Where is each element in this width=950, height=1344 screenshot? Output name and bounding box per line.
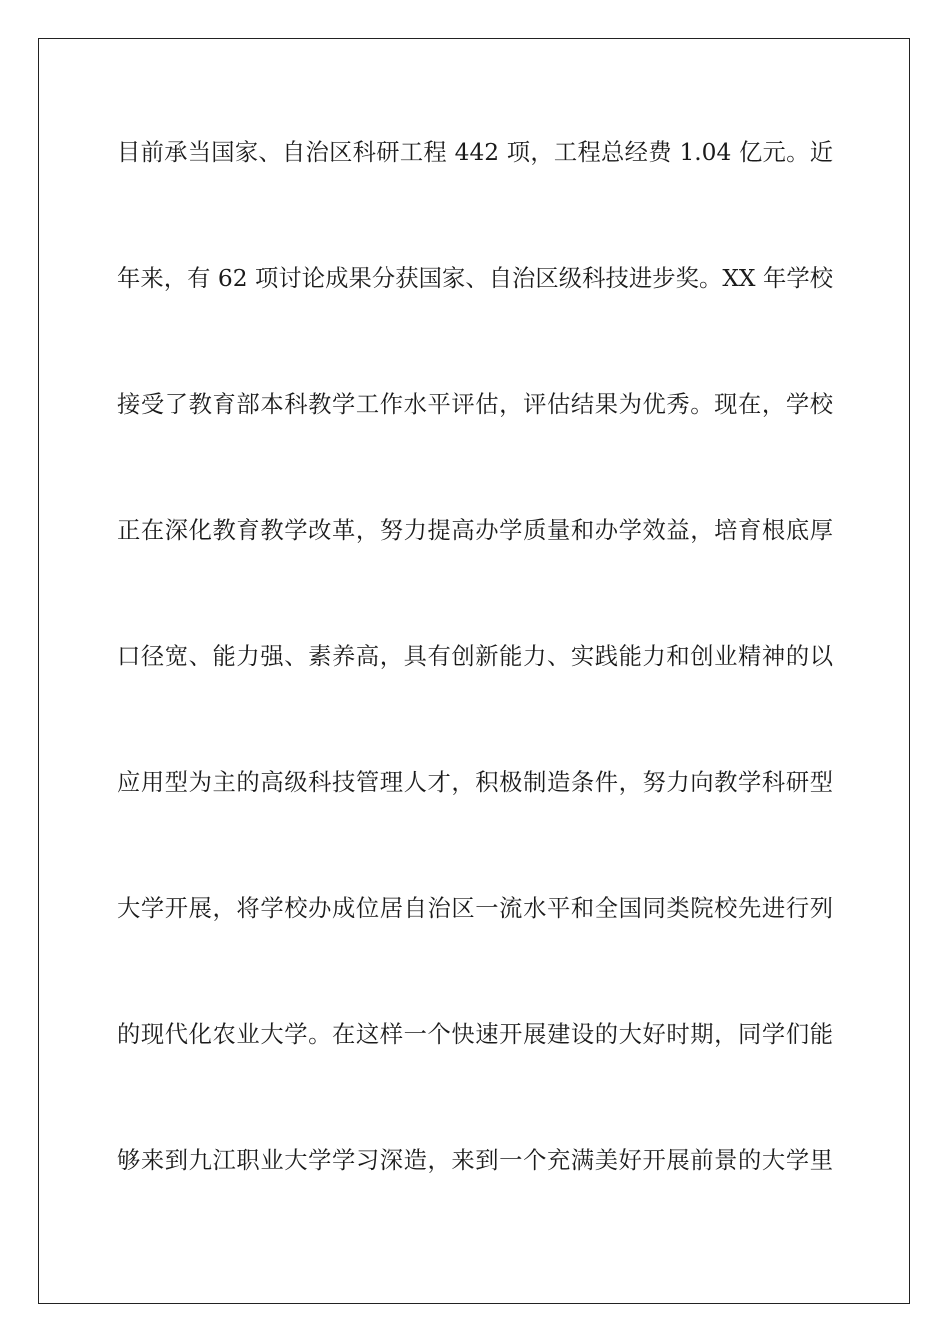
text-line: 的现代化农业大学。在这样一个快速开展建设的大好时期，同学们能 xyxy=(117,1021,833,1048)
text-line: 应用型为主的高级科技管理人才，积极制造条件，努力向教学科研型 xyxy=(117,769,833,796)
text-line: 正在深化教育教学改革，努力提高办学质量和办学效益，培育根底厚 xyxy=(117,517,833,544)
text-line: 接受了教育部本科教学工作水平评估，评估结果为优秀。现在，学校 xyxy=(117,391,833,418)
text-line: 够来到九江职业大学学习深造，来到一个充满美好开展前景的大学里 xyxy=(117,1147,833,1174)
document-body xyxy=(117,131,833,1265)
text-line: 年来，有 62 项讨论成果分获国家、自治区级科技进步奖。XX 年学校 xyxy=(117,265,833,292)
text-line: 大学开展，将学校办成位居自治区一流水平和全国同类院校先进行列 xyxy=(117,895,833,922)
text-line: 口径宽、能力强、素养高，具有创新能力、实践能力和创业精神的以 xyxy=(117,643,833,670)
text-line: 目前承当国家、自治区科研工程 442 项，工程总经费 1.04 亿元。近 xyxy=(117,139,833,166)
